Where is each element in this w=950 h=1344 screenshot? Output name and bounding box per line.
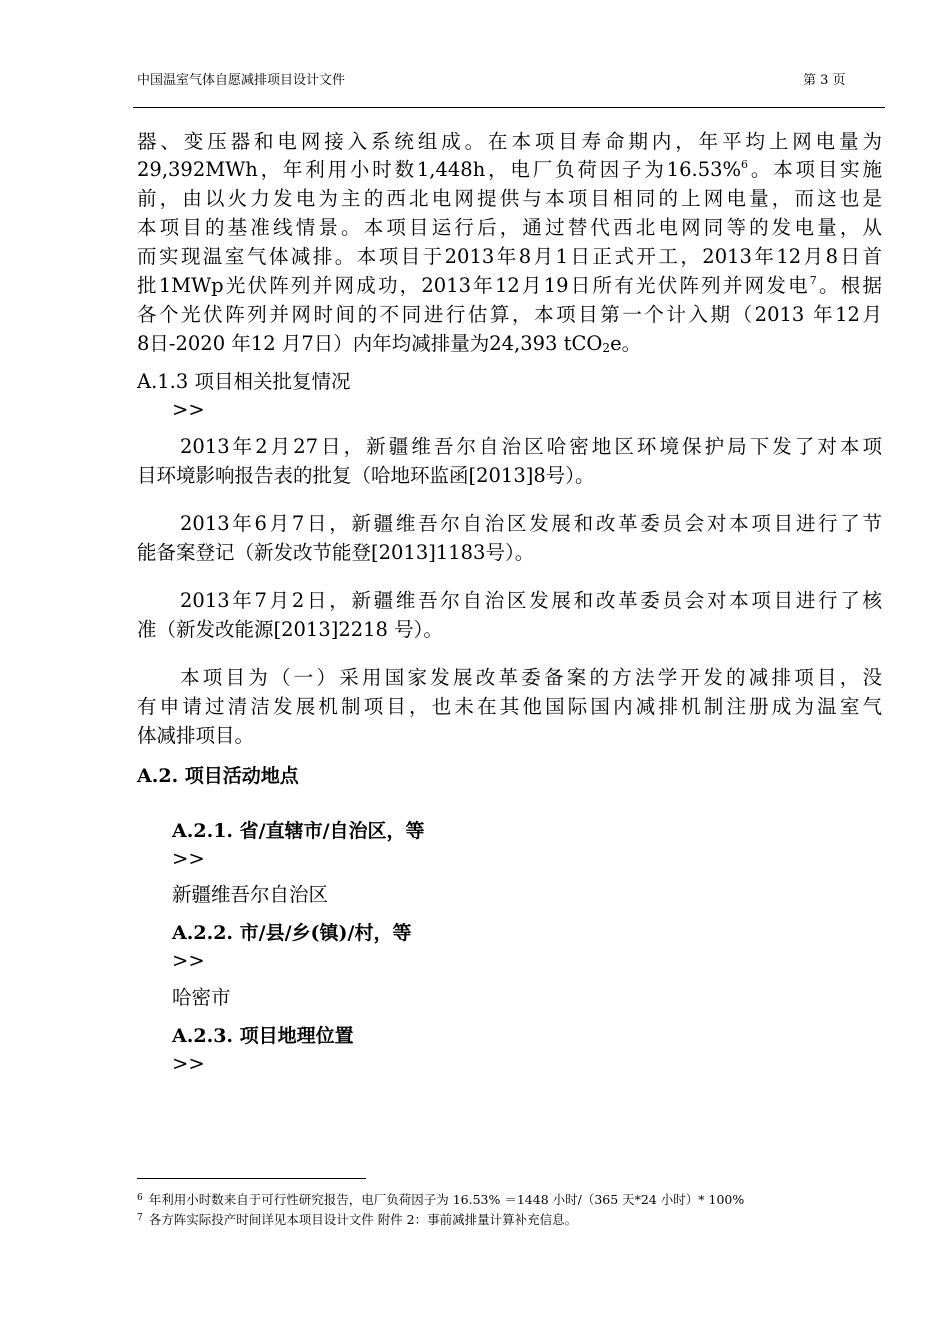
footnote-ref-6: 6 xyxy=(741,158,749,171)
footnote-6 xyxy=(137,1190,744,1208)
province-value: 新疆维吾尔自治区 xyxy=(172,883,329,906)
header-title: 中国温室气体自愿减排项目设计文件 xyxy=(137,73,346,88)
approval-line: 2013年6月7日，新疆维吾尔自治区发展和改革委员会对本项目进行了节 xyxy=(180,512,882,535)
paragraph-text: 。本项目实施 xyxy=(748,158,882,181)
paragraph-text: e。 xyxy=(610,332,642,355)
statement-line: 本项目为（一）采用国家发展改革委备案的方法学开发的减排项目，没 xyxy=(180,666,882,689)
section-heading-a13: A.1.3 项目相关批复情况 xyxy=(137,370,351,393)
statement-line: 有申请过清洁发展机制项目，也未在其他国际国内减排机制注册成为温室气 xyxy=(137,695,882,718)
approval-line: 能备案登记（新发改节能登[2013]1183号）。 xyxy=(137,541,535,564)
section-heading-a2: A.2. 项目活动地点 xyxy=(137,765,299,787)
paragraph-text: 29,392MWh，年利用小时数1,448h，电厂负荷因子为16.53% xyxy=(137,158,742,181)
footnote-7 xyxy=(137,1210,577,1228)
paragraph-text: 批1MWp光伏阵列并网成功，2013年12月19日所有光伏阵列并网发电 xyxy=(137,274,810,297)
paragraph-line xyxy=(137,157,882,183)
approval-line: 准（新发改能源[2013]2218 号）。 xyxy=(137,618,443,641)
subscript: 2 xyxy=(602,341,611,355)
section-heading-a22: A.2.2. 市/县/乡(镇)/村，等 xyxy=(172,922,412,944)
paragraph-text: 。根据 xyxy=(816,274,882,297)
header-divider xyxy=(133,107,885,108)
section-marker: >> xyxy=(172,398,205,421)
paragraph-text: 8日-2020 年12 月7日）内年均减排量为24,393 tCO xyxy=(137,332,603,355)
paragraph-line xyxy=(137,273,882,299)
paragraph-line: 各个光伏阵列并网时间的不同进行估算，本项目第一个计入期（2013 年12月 xyxy=(137,303,882,326)
paragraph-line: 器、变压器和电网接入系统组成。在本项目寿命期内，年平均上网电量为 xyxy=(137,130,882,153)
section-marker: >> xyxy=(172,847,205,870)
footnote-text: 年利用小时数来自于可行性研究报告，电厂负荷因子为 16.53% ＝1448 小时/（365 天*24 小时）* 100% xyxy=(148,1192,745,1207)
city-value: 哈密市 xyxy=(172,986,231,1009)
footnote-text: 各方阵实际投产时间详见本项目设计文件 附件 2：事前减排量计算补充信息。 xyxy=(148,1212,578,1227)
footnote-number: 6 xyxy=(137,1193,143,1203)
section-marker: >> xyxy=(172,949,205,972)
paragraph-line xyxy=(137,331,641,357)
section-heading-a23: A.2.3. 项目地理位置 xyxy=(172,1025,354,1047)
statement-line: 体减排项目。 xyxy=(137,724,255,747)
section-heading-a21: A.2.1. 省/直辖市/自治区，等 xyxy=(172,820,425,842)
paragraph-line: 本项目的基准线情景。本项目运行后，通过替代西北电网同等的发电量，从 xyxy=(137,216,882,239)
section-marker: >> xyxy=(172,1052,205,1075)
approval-line: 目环境影响报告表的批复（哈地环监函[2013]8号）。 xyxy=(137,464,595,487)
page-number: 第 3 页 xyxy=(803,73,846,88)
footnote-divider xyxy=(137,1178,366,1179)
approval-line: 2013年2月27日，新疆维吾尔自治区哈密地区环境保护局下发了对本项 xyxy=(180,435,882,458)
paragraph-line: 而实现温室气体减排。本项目于2013年8月1日正式开工，2013年12月8日首 xyxy=(137,245,882,268)
footnote-ref-7: 7 xyxy=(809,274,817,287)
paragraph-line: 前，由以火力发电为主的西北电网提供与本项目相同的上网电量，而这也是 xyxy=(137,187,882,210)
approval-line: 2013年7月2日，新疆维吾尔自治区发展和改革委员会对本项目进行了核 xyxy=(180,589,882,612)
footnote-number: 7 xyxy=(137,1213,143,1223)
